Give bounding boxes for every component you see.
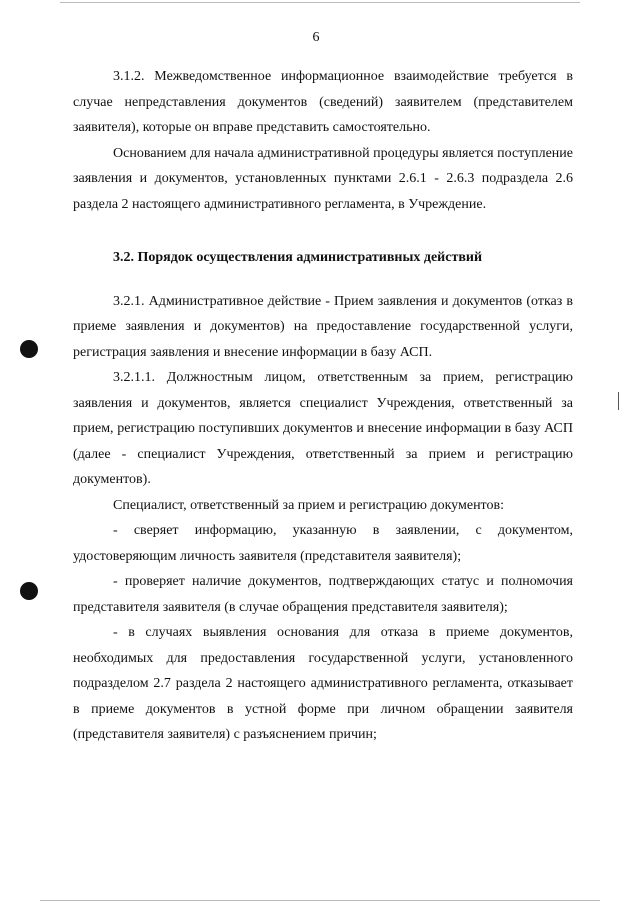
paragraph: 3.2.1. Административное действие - Прием заявления и документов (отказ в приеме заявления и документов) на предоставление государственной услуги, регистрация заявления и внесение информации в базу АСП. bbox=[73, 293, 573, 360]
spacer bbox=[73, 271, 573, 289]
paragraph: 3.1.2. Межведомственное информационное взаимодействие требуется в случае непредставления документов (сведений) заявителем (представителем заявителя), которые он вправе представить самостоятельно. bbox=[73, 69, 573, 135]
margin-mark bbox=[618, 392, 619, 410]
scan-edge-top bbox=[60, 2, 580, 3]
document-body bbox=[73, 64, 573, 748]
paragraph: Основанием для начала административной процедуры является поступление заявления и документов, установленных пунктами 2.6.1 - 2.6.3 подраздела 2.6 раздела 2 настоящего административного регламента, в Учреждение. bbox=[73, 145, 573, 212]
list-item: - в случаях выявления основания для отказа в приеме документов, необходимых для предоставления государственной услуги, установленного подразделом 2.7 раздела 2 настоящего административного регламента, отказывает в приеме документов в устной форме при личном обращении заявителя (представителя заявителя) с разъяснением причин; bbox=[73, 625, 573, 742]
list-item: - сверяет информацию, указанную в заявлении, с документом, удостоверяющим личность заявителя (представителя заявителя); bbox=[73, 523, 573, 564]
list-item: - проверяет наличие документов, подтверждающих статус и полномочия представителя заявителя (в случае обращения представителя заявителя); bbox=[73, 574, 573, 615]
section-heading: 3.2. Порядок осуществления административных действий bbox=[113, 250, 483, 265]
punch-hole-bottom bbox=[20, 582, 38, 600]
punch-hole-top bbox=[20, 340, 38, 358]
scan-edge-bottom bbox=[40, 900, 600, 901]
spacer bbox=[73, 217, 573, 245]
paragraph: 3.2.1.1. Должностным лицом, ответственным за прием, регистрацию заявления и документов, является специалист Учреждения, ответственный за прием, регистрацию поступивших документов и внесение информации в базу АСП (далее - специалист Учреждения, ответственный за прием и регистрацию документов). bbox=[73, 370, 573, 487]
paragraph: Специалист, ответственный за прием и регистрацию документов: bbox=[113, 497, 504, 513]
page-number: 6 bbox=[312, 30, 320, 45]
